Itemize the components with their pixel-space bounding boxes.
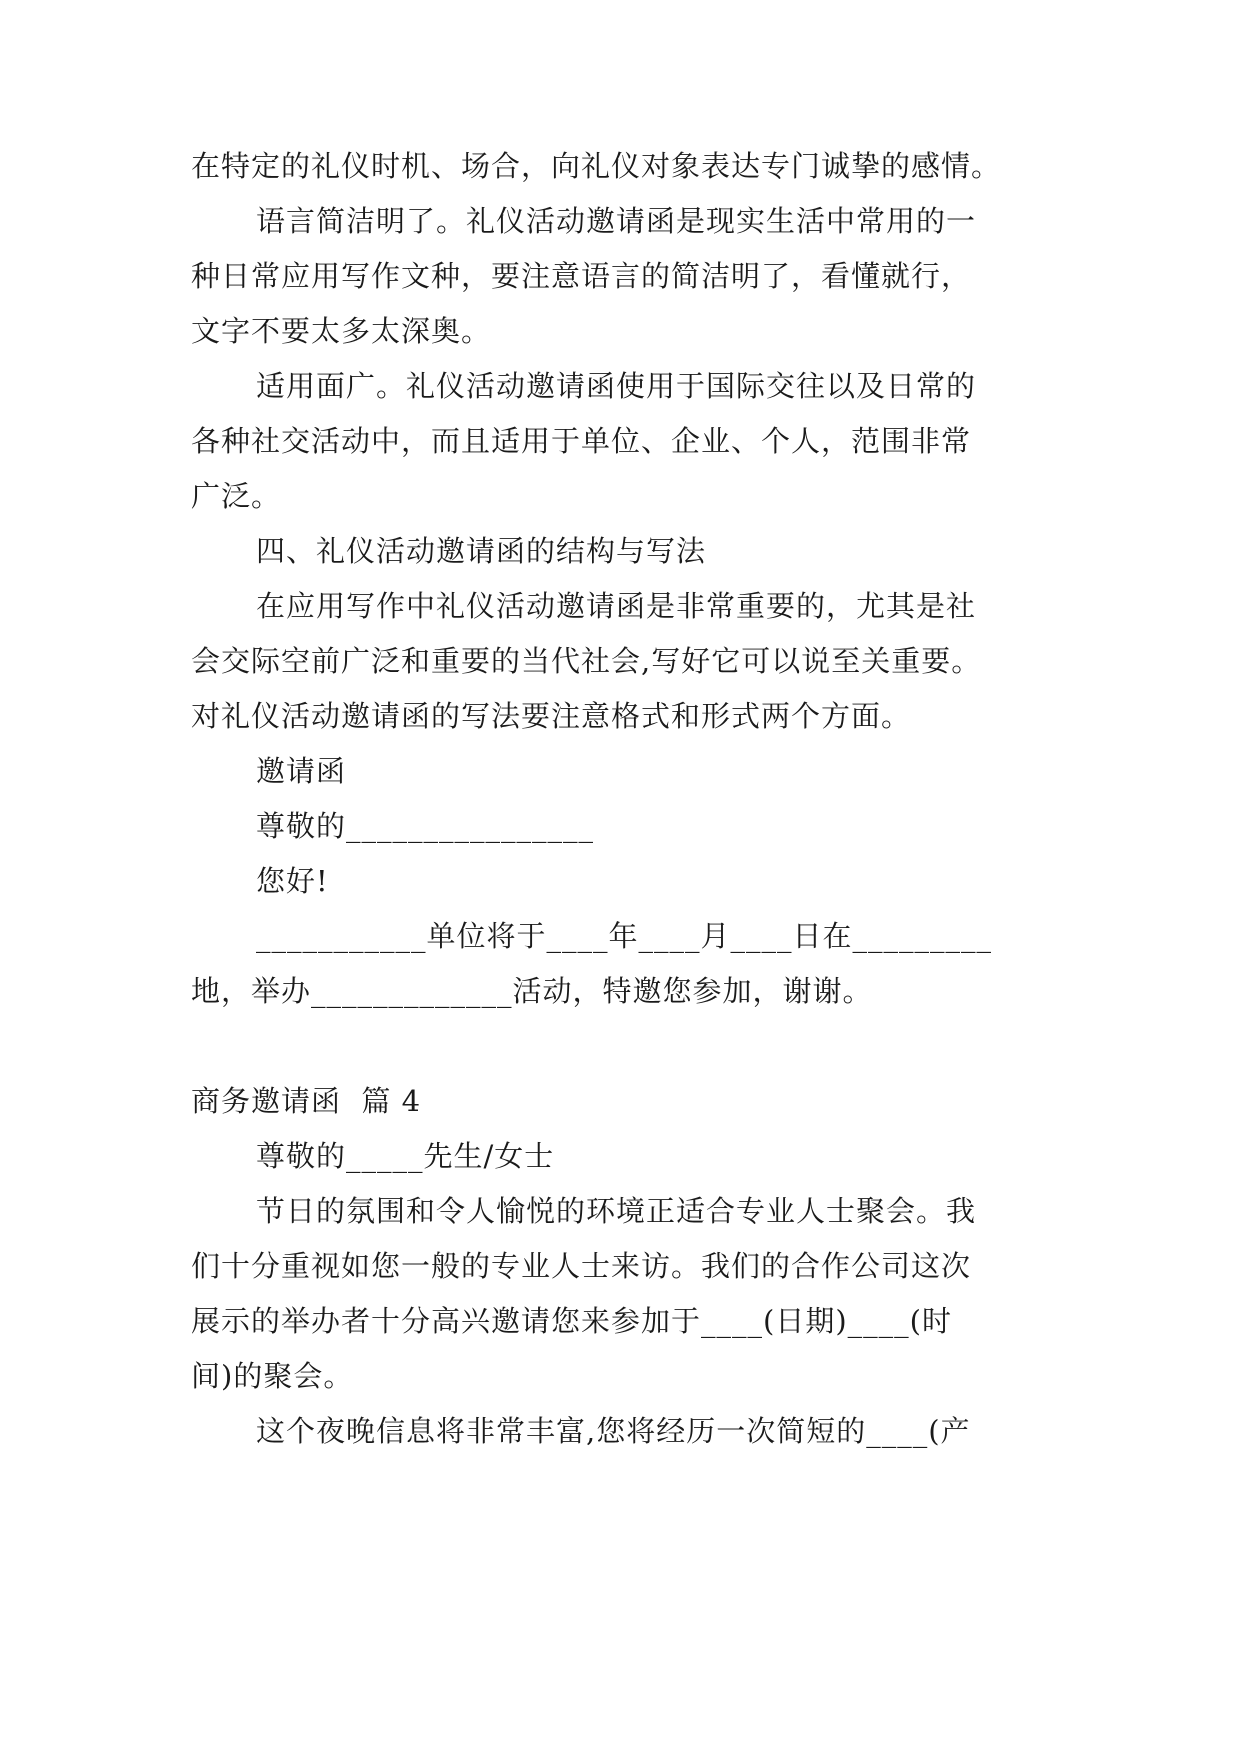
- body-line: 在特定的礼仪时机、场合，向礼仪对象表达专门诚挚的感情。: [191, 149, 1002, 183]
- body-line: 间)的聚会。: [191, 1359, 354, 1393]
- paragraph-line: 在应用写作中礼仪活动邀请函是非常重要的，尤其是社: [256, 589, 977, 623]
- letter-title: 邀请函: [256, 754, 347, 788]
- paragraph-line: 语言简洁明了。礼仪活动邀请函是现实生活中常用的一: [256, 204, 977, 238]
- paragraph-line: 节日的氛围和令人愉悦的环境正适合专业人士聚会。我: [256, 1194, 977, 1228]
- body-line: 会交际空前广泛和重要的当代社会,写好它可以说至关重要。: [191, 644, 982, 678]
- body-line: 广泛。: [191, 479, 282, 513]
- letter-body-line: ___________单位将于____年____月____日在_________: [256, 919, 993, 953]
- body-line: 们十分重视如您一般的专业人士来访。我们的合作公司这次: [191, 1249, 972, 1283]
- body-line: 各种社交活动中，而且适用于单位、企业、个人，范围非常: [191, 424, 972, 458]
- letter-body-line: 地，举办_____________活动，特邀您参加，谢谢。: [191, 974, 873, 1008]
- section-heading: 四、礼仪活动邀请函的结构与写法: [256, 534, 707, 568]
- body-line: 对礼仪活动邀请函的写法要注意格式和形式两个方面。: [191, 699, 912, 733]
- paragraph-line: 适用面广。礼仪活动邀请函使用于国际交往以及日常的: [256, 369, 977, 403]
- salutation: 尊敬的________________: [256, 809, 595, 843]
- body-line: 展示的举办者十分高兴邀请您来参加于____(日期)____(时: [191, 1304, 952, 1338]
- greeting: 您好!: [256, 864, 329, 898]
- article-title: 商务邀请函 篇 4: [191, 1084, 422, 1118]
- salutation: 尊敬的_____先生/女士: [256, 1139, 555, 1173]
- paragraph-line: 这个夜晚信息将非常丰富,您将经历一次简短的____(产: [256, 1414, 971, 1448]
- body-line: 文字不要太多太深奥。: [191, 314, 492, 348]
- body-line: 种日常应用写作文种，要注意语言的简洁明了，看懂就行，: [191, 259, 972, 293]
